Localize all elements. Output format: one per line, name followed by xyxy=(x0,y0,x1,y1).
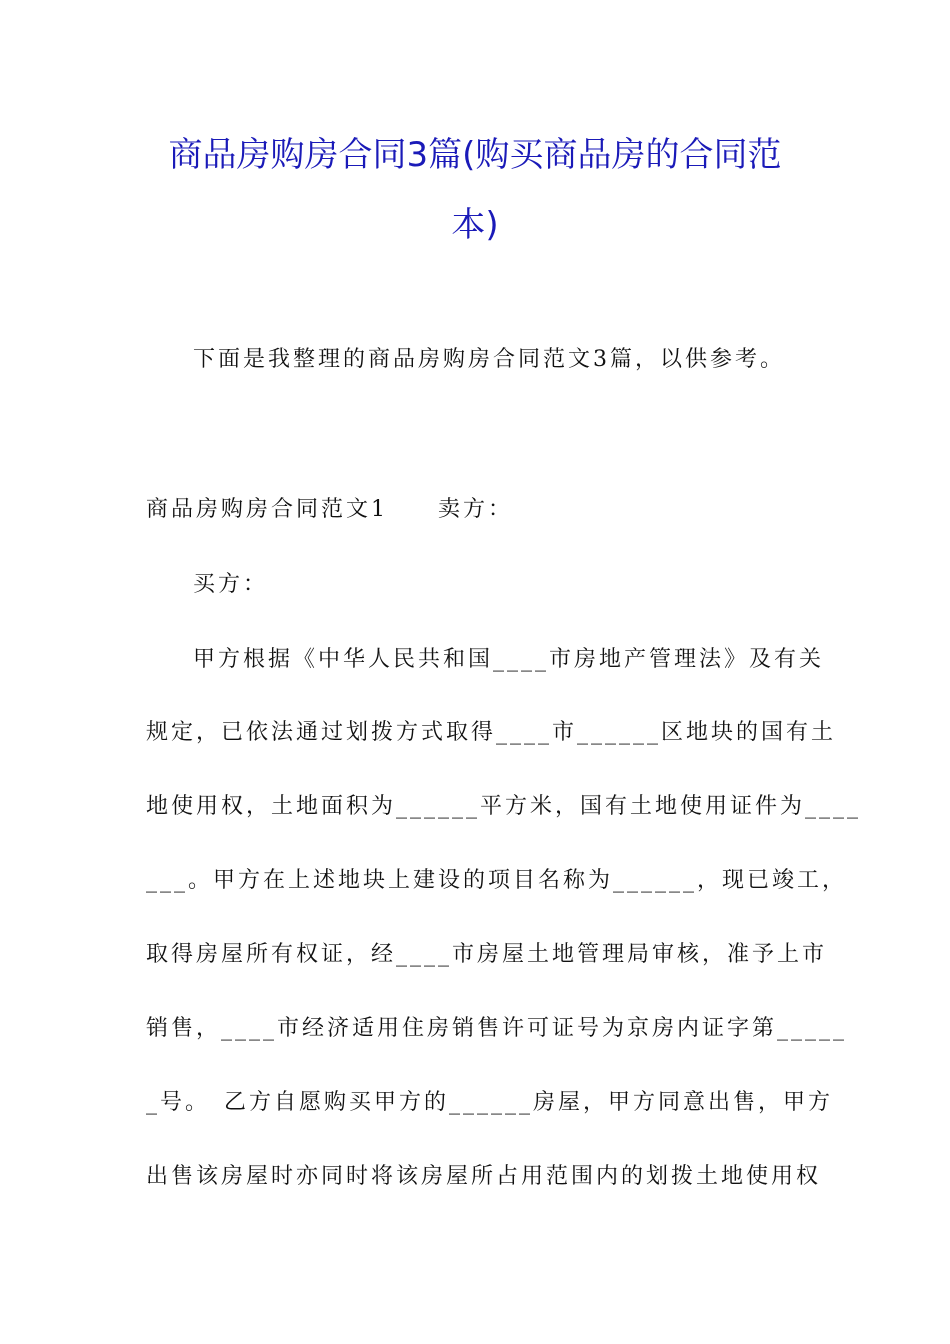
body-line: 甲方根据《中华人民共和国____市房地产管理法》及有关 xyxy=(193,647,825,672)
section-heading: 商品房购房合同范文1 卖方： xyxy=(146,497,513,522)
buyer-label: 买方： xyxy=(193,572,269,597)
body-line: 销售，____市经济适用住房销售许可证号为京房内证字第_____ xyxy=(146,1016,848,1041)
body-line: 取得房屋所有权证，经____市房屋土地管理局审核，准予上市 xyxy=(146,942,828,967)
document-title-line-1: 商品房购房合同3篇(购买商品房的合同范 xyxy=(168,135,782,175)
intro-paragraph: 下面是我整理的商品房购房合同范文3篇，以供参考。 xyxy=(193,347,785,372)
body-line: 地使用权，土地面积为______平方米，国有土地使用证件为____ xyxy=(146,794,862,819)
body-line: ___。甲方在上述地块上建设的项目名称为______，现已竣工， xyxy=(146,868,848,893)
body-line: 规定，已依法通过划拨方式取得____市______区地块的国有土 xyxy=(146,720,837,745)
body-line: _号。 乙方自愿购买甲方的______房屋，甲方同意出售，甲方 xyxy=(146,1090,834,1115)
document-title-line-2: 本) xyxy=(451,205,499,245)
body-line: 出售该房屋时亦同时将该房屋所占用范围内的划拨土地使用权 xyxy=(146,1164,822,1189)
